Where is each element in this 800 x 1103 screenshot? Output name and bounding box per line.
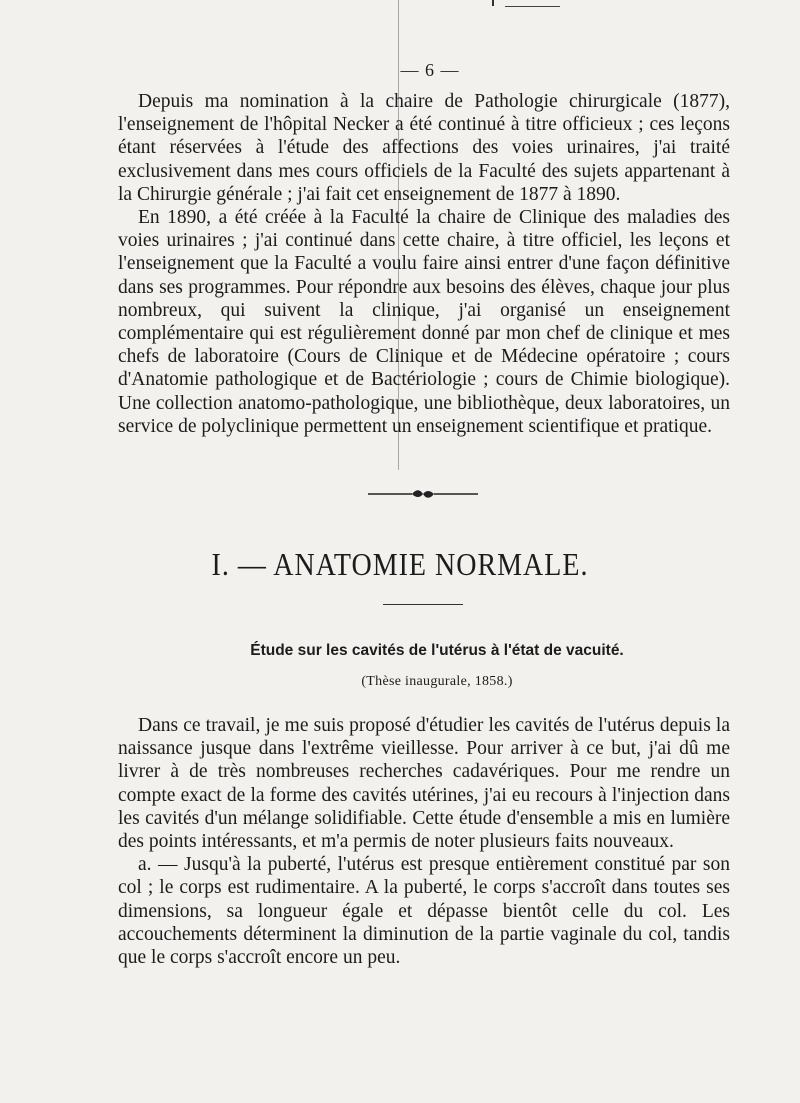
page-number: — 6 —: [400, 60, 460, 80]
intro-paragraph-1: Depuis ma nomination à la chaire de Pathologie chirurgicale (1877), l'enseignement de l'hôpital Necker a été continué à titre officieux ; ces leçons étant réservées à l'étude des affections des voies urinaires, j'ai traité exclusivement dans mes cours officiels de la Faculté des sujets appartenant à la Chirurgie générale ; j'ai fait cet enseignement de 1877 à 1890.: [118, 91, 730, 205]
top-mark-line: [505, 6, 560, 7]
article-body: [118, 714, 730, 969]
section-heading: I. — ANATOMIE NORMALE.: [211, 548, 589, 583]
ornament-divider: [368, 487, 478, 501]
intro-paragraph-2: En 1890, a été créée à la Faculté la chaire de Clinique des maladies des voies urinaires ; j'ai continué dans cette chaire, à titre officiel, les leçons et l'enseignement que la Faculté a voulu faire ainsi entrer d'une façon définitive dans ses programmes. Pour répondre aux besoins des élèves, chaque jour plus nombreux, qui suivent la clinique, j'ai organisé un enseignement complémentaire qui est régulièrement donné par mon chef de clinique et mes chefs de laboratoire (Cours de Clinique et de Médecine opératoire ; cours d'Anatomie pathologique et de Bactériologie ; cours de Chimie biologique). Une collection anatomo-pathologique, une bibliothèque, deux laboratoires, un service de polyclinique permettent un enseignement scientifique et pratique.: [118, 207, 730, 437]
article-title: Étude sur les cavités de l'utérus à l'état de vacuité.: [250, 642, 624, 659]
article-subtitle: (Thèse inaugurale, 1858.): [361, 674, 513, 689]
section-rule: [383, 604, 463, 605]
intro-text: [118, 90, 730, 438]
article-paragraph-2: a. — Jusqu'à la puberté, l'utérus est presque entièrement constitué par son col ; le corps est rudimentaire. A la puberté, le corps s'accroît dans toutes ses dimensions, sa longueur égale et dépasse bientôt celle du col. Les accouchements déterminent la diminution de la partie vaginale du col, tandis que le corps s'accroît encore un peu.: [118, 854, 730, 969]
top-mark-dot: [492, 0, 494, 6]
article-paragraph-1: Dans ce travail, je me suis proposé d'étudier les cavités de l'utérus depuis la naissance jusque dans l'extrême vieillesse. Pour arriver à ce but, j'ai dû me livrer à de très nombreuses recherches cadavériques. Pour me rendre un compte exact de la forme des cavités utérines, j'ai eu recours à l'injection dans les cavités d'un mélange solidifiable. Cette étude d'ensemble a mis en lumière des points intéressants, et m'a permis de noter plusieurs faits nouveaux.: [118, 715, 730, 853]
